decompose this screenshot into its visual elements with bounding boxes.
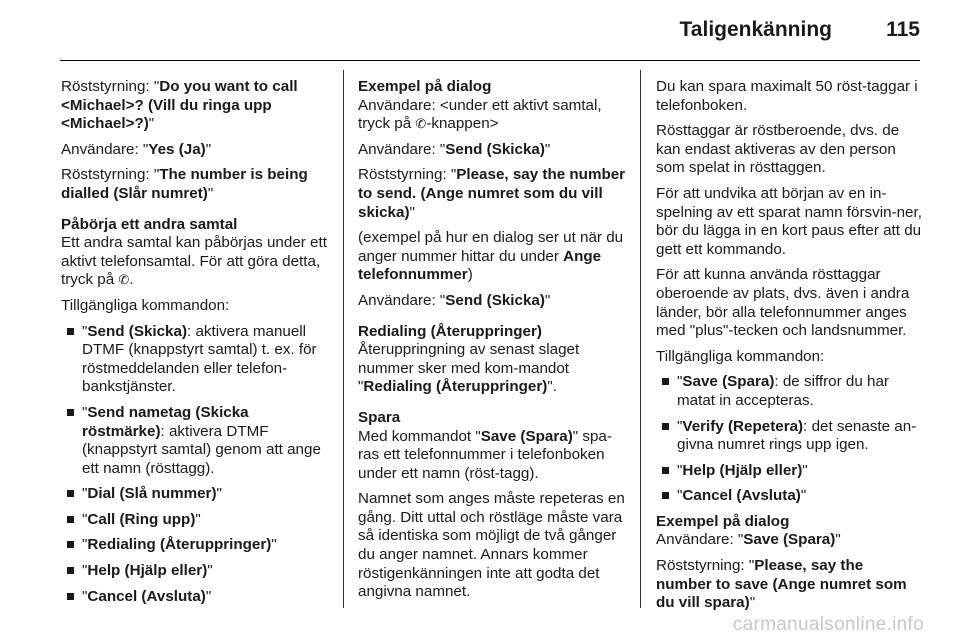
phone-handset-icon: ✆ [415, 116, 427, 132]
dialog-line: Användare: "Send (Skicka)" [358, 291, 551, 309]
list-item: "Send (Skicka): aktivera manuell DTMF (knappstyrt samtal) t. ex. för röstmeddelanden eller telefon-bankstjänster. [61, 323, 331, 397]
phone-handset-icon: ✆ [118, 272, 130, 288]
paragraph: Tillgängliga kommandon: [656, 347, 825, 365]
bullet-square-icon [67, 541, 74, 548]
paragraph: Rösttaggar är röstberoende, dvs. de kan endast aktiveras av den person som spelat in rösttaggen. [656, 122, 900, 177]
command-list [656, 373, 922, 506]
list-item: "Call (Ring upp)" [61, 511, 331, 530]
paragraph: Med kommandot "Save (Spara)" spa-ras ett telefonnummer i telefonboken under ett namn (röst-tagg). [358, 427, 612, 482]
paragraph: För att undvika att början av en in-spelning av ett sparat namn försvin-ner, bör du lägga in en kort paus efter att du gett ett kommando. [656, 184, 922, 258]
section-heading: Exempel på dialog [656, 512, 790, 530]
list-item: "Help (Hjälp eller)" [656, 462, 922, 481]
bullet-square-icon [67, 516, 74, 523]
bullet-square-icon [67, 567, 74, 574]
section-heading: Spara [358, 408, 401, 426]
paragraph: Återuppringning av senast slaget nummer sker med kom-mandot "Redialing (Återuppringer)". [358, 341, 580, 396]
column-divider-1 [343, 70, 344, 608]
section-heading: Exempel på dialog [358, 78, 492, 95]
dialog-line: Användare: <under ett aktivt samtal, tryck på ✆-knappen> [358, 96, 602, 133]
bullet-square-icon [662, 423, 669, 430]
dialog-line: Användare: "Yes (Ja)" [61, 140, 212, 158]
column-3 [656, 78, 922, 620]
header-divider [60, 60, 920, 61]
page-number: 115 [886, 18, 920, 41]
bullet-square-icon [67, 409, 74, 416]
bullet-square-icon [662, 378, 669, 385]
paragraph: Ett andra samtal kan påbörjas under ett aktivt telefonsamtal. För att göra detta, tryck på ✆. [61, 234, 327, 289]
paragraph: (exempel på hur en dialog ser ut när du anger nummer hittar du under Ange telefonnummer) [358, 229, 624, 284]
command-list [61, 323, 331, 607]
dialog-line: Röststyrning: "The number is being dialled (Slår numret)" [61, 166, 308, 202]
watermark: carmanualsonline.info [732, 614, 924, 635]
list-item: "Cancel (Avsluta)" [656, 487, 922, 506]
column-1 [61, 78, 331, 613]
paragraph: Du kan spara maximalt 50 röst-taggar i telefonboken. [656, 78, 918, 114]
section-heading: Påbörja ett andra samtal [61, 215, 238, 233]
bullet-square-icon [67, 593, 74, 600]
list-item: "Dial (Slå nummer)" [61, 485, 331, 504]
list-item: "Verify (Repetera): det senaste an-givna numret rings upp igen. [656, 418, 922, 455]
list-item: "Send nametag (Skicka röstmärke): aktivera DTMF (knappstyrt samtal) genom att ange ett namn (rösttagg). [61, 404, 331, 478]
section-heading: Redialing (Återuppringer) [358, 322, 542, 340]
list-item: "Help (Hjälp eller)" [61, 562, 331, 581]
list-item: "Redialing (Återuppringer)" [61, 536, 331, 555]
column-2 [358, 78, 626, 609]
paragraph: Tillgängliga kommandon: [61, 296, 230, 314]
paragraph: För att kunna använda rösttaggar oberoende av plats, dvs. även i andra länder, bör alla telefonnummer anges med "plus"-tecken och landsnummer. [656, 266, 910, 340]
column-divider-2 [640, 70, 641, 608]
dialog-line: Användare: "Send (Skicka)" [358, 140, 551, 158]
page-header [0, 0, 960, 62]
bullet-square-icon [662, 492, 669, 499]
dialog-line: Röststyrning: "Please, say the number to send. (Ange numret som du vill skicka)" [358, 166, 626, 221]
list-item: "Save (Spara): de siffror du har matat in accepteras. [656, 373, 922, 410]
dialog-line: Röststyrning: "Do you want to call <Michael>? (Vill du ringa upp <Michael>?)" [61, 78, 298, 133]
page-title: Taligenkänning [679, 18, 832, 41]
list-item: "Cancel (Avsluta)" [61, 588, 331, 607]
bullet-square-icon [67, 490, 74, 497]
bullet-square-icon [67, 328, 74, 335]
paragraph: Namnet som anges måste repeteras en gång. Ditt uttal och röstläge måste vara så identiska som möjligt de två gånger du anger namnet. Annars kommer röstigenkänningen inte att godta det angivna namnet. [358, 490, 625, 601]
bullet-square-icon [662, 467, 669, 474]
dialog-line: Röststyrning: "Please, say the number to save (Ange numret som du vill spara)" [656, 557, 907, 612]
dialog-line: Användare: "Save (Spara)" [656, 531, 841, 549]
